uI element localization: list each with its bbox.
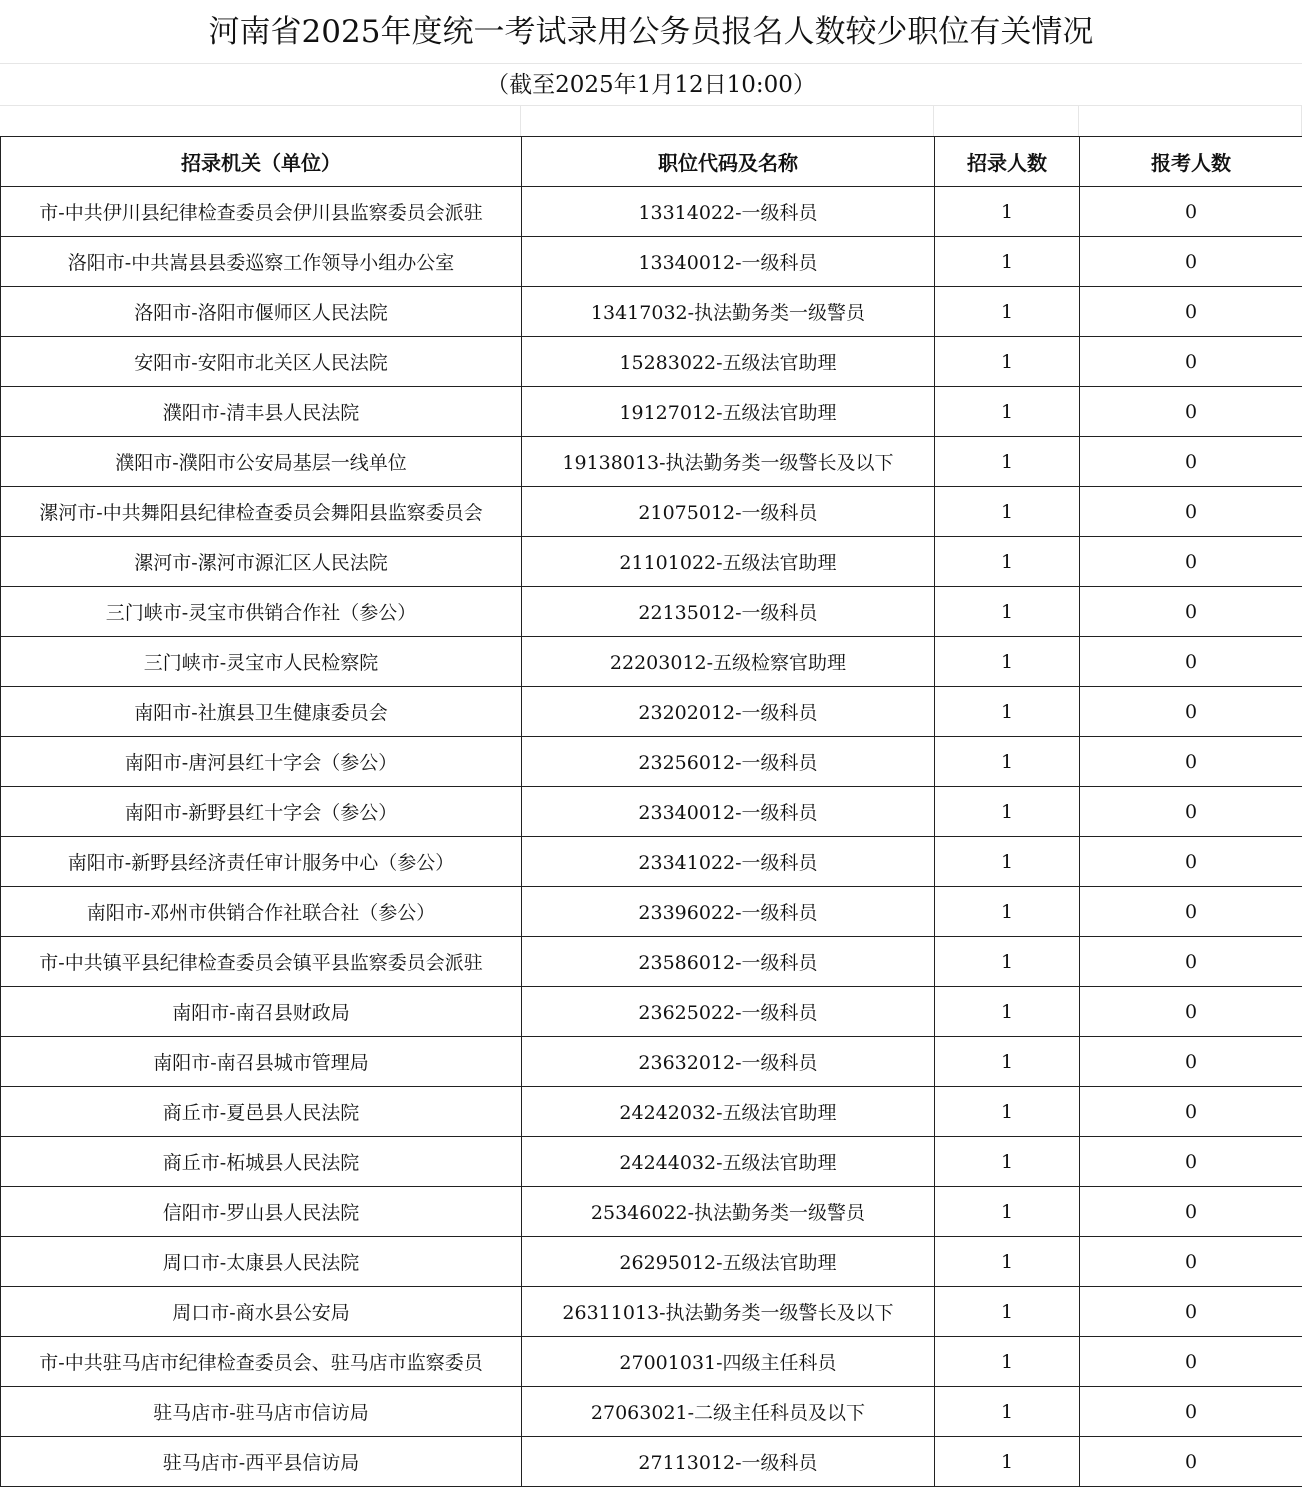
cell-applicants[interactable]: 0 <box>1080 437 1302 487</box>
table-row <box>1 1237 1302 1287</box>
positions-table <box>0 136 1302 1487</box>
table-row <box>1 837 1302 887</box>
cell-applicants[interactable]: 0 <box>1080 687 1302 737</box>
cell-applicants[interactable]: 0 <box>1080 837 1302 887</box>
cell-org[interactable]: 安阳市-安阳市北关区人民法院 <box>1 337 522 387</box>
cell-position[interactable]: 27113012-一级科员 <box>522 1437 935 1487</box>
cell-quota[interactable]: 1 <box>935 1137 1080 1187</box>
table-row <box>1 1437 1302 1487</box>
cell-org[interactable]: 驻马店市-驻马店市信访局 <box>1 1387 522 1437</box>
cell-position[interactable]: 23341022-一级科员 <box>522 837 935 887</box>
cell-quota[interactable]: 1 <box>935 1037 1080 1087</box>
blank-row <box>0 106 1302 136</box>
cell-org[interactable]: 濮阳市-清丰县人民法院 <box>1 387 522 437</box>
cell-applicants[interactable]: 0 <box>1080 237 1302 287</box>
cell-applicants[interactable]: 0 <box>1080 1337 1302 1387</box>
cell-applicants[interactable]: 0 <box>1080 787 1302 837</box>
table-row <box>1 1337 1302 1387</box>
cell-applicants[interactable]: 0 <box>1080 637 1302 687</box>
cell-quota[interactable]: 1 <box>935 287 1080 337</box>
cell-quota[interactable]: 1 <box>935 637 1080 687</box>
cell-org[interactable]: 市-中共驻马店市纪律检查委员会、驻马店市监察委员 <box>1 1337 522 1387</box>
table-row <box>1 1287 1302 1337</box>
cell-position[interactable]: 21075012-一级科员 <box>522 487 935 537</box>
cell-position[interactable]: 26295012-五级法官助理 <box>522 1237 935 1287</box>
cell-org[interactable]: 商丘市-柘城县人民法院 <box>1 1137 522 1187</box>
cell-quota[interactable]: 1 <box>935 887 1080 937</box>
cell-quota[interactable]: 1 <box>935 737 1080 787</box>
header-org[interactable]: 招录机关（单位） <box>1 137 522 187</box>
cell-applicants[interactable]: 0 <box>1080 1287 1302 1337</box>
cell-applicants[interactable]: 0 <box>1080 387 1302 437</box>
cell-org[interactable]: 南阳市-南召县财政局 <box>1 987 522 1037</box>
cell-position[interactable]: 23340012-一级科员 <box>522 787 935 837</box>
cell-quota[interactable]: 1 <box>935 487 1080 537</box>
cell-quota[interactable]: 1 <box>935 537 1080 587</box>
header-applicants[interactable]: 报考人数 <box>1080 137 1302 187</box>
cell-org[interactable]: 信阳市-罗山县人民法院 <box>1 1187 522 1237</box>
table-row <box>1 1387 1302 1437</box>
cell-org[interactable]: 洛阳市-中共嵩县县委巡察工作领导小组办公室 <box>1 237 522 287</box>
cell-quota[interactable]: 1 <box>935 187 1080 237</box>
cell-applicants[interactable]: 0 <box>1080 1137 1302 1187</box>
cell-quota[interactable]: 1 <box>935 387 1080 437</box>
cell-quota[interactable]: 1 <box>935 1387 1080 1437</box>
table-row <box>1 187 1302 237</box>
header-quota[interactable]: 招录人数 <box>935 137 1080 187</box>
table-row <box>1 587 1302 637</box>
cell-org[interactable]: 南阳市-社旗县卫生健康委员会 <box>1 687 522 737</box>
table-row <box>1 287 1302 337</box>
cell-org[interactable]: 洛阳市-洛阳市偃师区人民法院 <box>1 287 522 337</box>
cell-applicants[interactable]: 0 <box>1080 287 1302 337</box>
cell-position[interactable]: 26311013-执法勤务类一级警长及以下 <box>522 1287 935 1337</box>
cell-org[interactable]: 周口市-商水县公安局 <box>1 1287 522 1337</box>
blank-cell[interactable] <box>1079 106 1302 136</box>
cell-quota[interactable]: 1 <box>935 687 1080 737</box>
cell-applicants[interactable]: 0 <box>1080 1037 1302 1087</box>
cell-org[interactable]: 三门峡市-灵宝市人民检察院 <box>1 637 522 687</box>
cell-applicants[interactable]: 0 <box>1080 987 1302 1037</box>
cell-quota[interactable]: 1 <box>935 1237 1080 1287</box>
page-subtitle[interactable]: （截至2025年1月12日10:00） <box>0 64 1302 106</box>
cell-applicants[interactable]: 0 <box>1080 1087 1302 1137</box>
cell-applicants[interactable]: 0 <box>1080 1237 1302 1287</box>
cell-position[interactable]: 22203012-五级检察官助理 <box>522 637 935 687</box>
header-row <box>1 137 1302 187</box>
table-row <box>1 1087 1302 1137</box>
table-row <box>1 537 1302 587</box>
cell-quota[interactable]: 1 <box>935 1187 1080 1237</box>
cell-position[interactable]: 24244032-五级法官助理 <box>522 1137 935 1187</box>
table-row <box>1 987 1302 1037</box>
table-row <box>1 737 1302 787</box>
table-body <box>1 187 1302 1487</box>
cell-applicants[interactable]: 0 <box>1080 187 1302 237</box>
table-row <box>1 937 1302 987</box>
cell-quota[interactable]: 1 <box>935 337 1080 387</box>
cell-org[interactable]: 南阳市-邓州市供销合作社联合社（参公） <box>1 887 522 937</box>
cell-position[interactable]: 27063021-二级主任科员及以下 <box>522 1387 935 1437</box>
cell-applicants[interactable]: 0 <box>1080 1437 1302 1487</box>
cell-quota[interactable]: 1 <box>935 987 1080 1037</box>
cell-position[interactable]: 23202012-一级科员 <box>522 687 935 737</box>
cell-position[interactable]: 13340012-一级科员 <box>522 237 935 287</box>
cell-position[interactable]: 23396022-一级科员 <box>522 887 935 937</box>
table-row <box>1 1137 1302 1187</box>
cell-quota[interactable]: 1 <box>935 437 1080 487</box>
table-row <box>1 1187 1302 1237</box>
cell-applicants[interactable]: 0 <box>1080 337 1302 387</box>
cell-quota[interactable]: 1 <box>935 237 1080 287</box>
cell-org[interactable]: 市-中共伊川县纪律检查委员会伊川县监察委员会派驻 <box>1 187 522 237</box>
cell-quota[interactable]: 1 <box>935 837 1080 887</box>
cell-position[interactable]: 22135012-一级科员 <box>522 587 935 637</box>
cell-org[interactable]: 驻马店市-西平县信访局 <box>1 1437 522 1487</box>
cell-org[interactable]: 南阳市-新野县经济责任审计服务中心（参公） <box>1 837 522 887</box>
cell-org[interactable]: 市-中共镇平县纪律检查委员会镇平县监察委员会派驻 <box>1 937 522 987</box>
cell-position[interactable]: 15283022-五级法官助理 <box>522 337 935 387</box>
cell-org[interactable]: 三门峡市-灵宝市供销合作社（参公） <box>1 587 522 637</box>
cell-applicants[interactable]: 0 <box>1080 587 1302 637</box>
cell-position[interactable]: 13417032-执法勤务类一级警员 <box>522 287 935 337</box>
table-row <box>1 637 1302 687</box>
cell-position[interactable]: 27001031-四级主任科员 <box>522 1337 935 1387</box>
cell-org[interactable]: 南阳市-新野县红十字会（参公） <box>1 787 522 837</box>
table-row <box>1 787 1302 837</box>
cell-quota[interactable]: 1 <box>935 787 1080 837</box>
cell-quota[interactable]: 1 <box>935 1087 1080 1137</box>
table-row <box>1 237 1302 287</box>
cell-quota[interactable]: 1 <box>935 1287 1080 1337</box>
page-title[interactable]: 河南省2025年度统一考试录用公务员报名人数较少职位有关情况 <box>0 0 1302 64</box>
cell-position[interactable]: 24242032-五级法官助理 <box>522 1087 935 1137</box>
cell-org[interactable]: 商丘市-夏邑县人民法院 <box>1 1087 522 1137</box>
cell-position[interactable]: 25346022-执法勤务类一级警员 <box>522 1187 935 1237</box>
cell-org[interactable]: 濮阳市-濮阳市公安局基层一线单位 <box>1 437 522 487</box>
cell-position[interactable]: 21101022-五级法官助理 <box>522 537 935 587</box>
blank-cell[interactable] <box>934 106 1079 136</box>
cell-quota[interactable]: 1 <box>935 1437 1080 1487</box>
cell-org[interactable]: 漯河市-中共舞阳县纪律检查委员会舞阳县监察委员会 <box>1 487 522 537</box>
cell-org[interactable]: 南阳市-南召县城市管理局 <box>1 1037 522 1087</box>
cell-quota[interactable]: 1 <box>935 937 1080 987</box>
blank-cell[interactable] <box>0 106 521 136</box>
cell-applicants[interactable]: 0 <box>1080 487 1302 537</box>
cell-applicants[interactable]: 0 <box>1080 937 1302 987</box>
table-row <box>1 487 1302 537</box>
table-row <box>1 887 1302 937</box>
header-position[interactable]: 职位代码及名称 <box>522 137 935 187</box>
cell-applicants[interactable]: 0 <box>1080 537 1302 587</box>
cell-applicants[interactable]: 0 <box>1080 887 1302 937</box>
cell-position[interactable]: 19127012-五级法官助理 <box>522 387 935 437</box>
cell-position[interactable]: 23586012-一级科员 <box>522 937 935 987</box>
table-row <box>1 1037 1302 1087</box>
cell-position[interactable]: 23256012-一级科员 <box>522 737 935 787</box>
table-row <box>1 337 1302 387</box>
table-row <box>1 437 1302 487</box>
cell-quota[interactable]: 1 <box>935 1337 1080 1387</box>
cell-org[interactable]: 周口市-太康县人民法院 <box>1 1237 522 1287</box>
cell-position[interactable]: 23625022-一级科员 <box>522 987 935 1037</box>
cell-position[interactable]: 23632012-一级科员 <box>522 1037 935 1087</box>
cell-org[interactable]: 漯河市-漯河市源汇区人民法院 <box>1 537 522 587</box>
cell-position[interactable]: 19138013-执法勤务类一级警长及以下 <box>522 437 935 487</box>
cell-applicants[interactable]: 0 <box>1080 1187 1302 1237</box>
table-row <box>1 387 1302 437</box>
cell-quota[interactable]: 1 <box>935 587 1080 637</box>
table-row <box>1 687 1302 737</box>
cell-org[interactable]: 南阳市-唐河县红十字会（参公） <box>1 737 522 787</box>
blank-cell[interactable] <box>521 106 934 136</box>
cell-applicants[interactable]: 0 <box>1080 1387 1302 1437</box>
cell-applicants[interactable]: 0 <box>1080 737 1302 787</box>
cell-position[interactable]: 13314022-一级科员 <box>522 187 935 237</box>
